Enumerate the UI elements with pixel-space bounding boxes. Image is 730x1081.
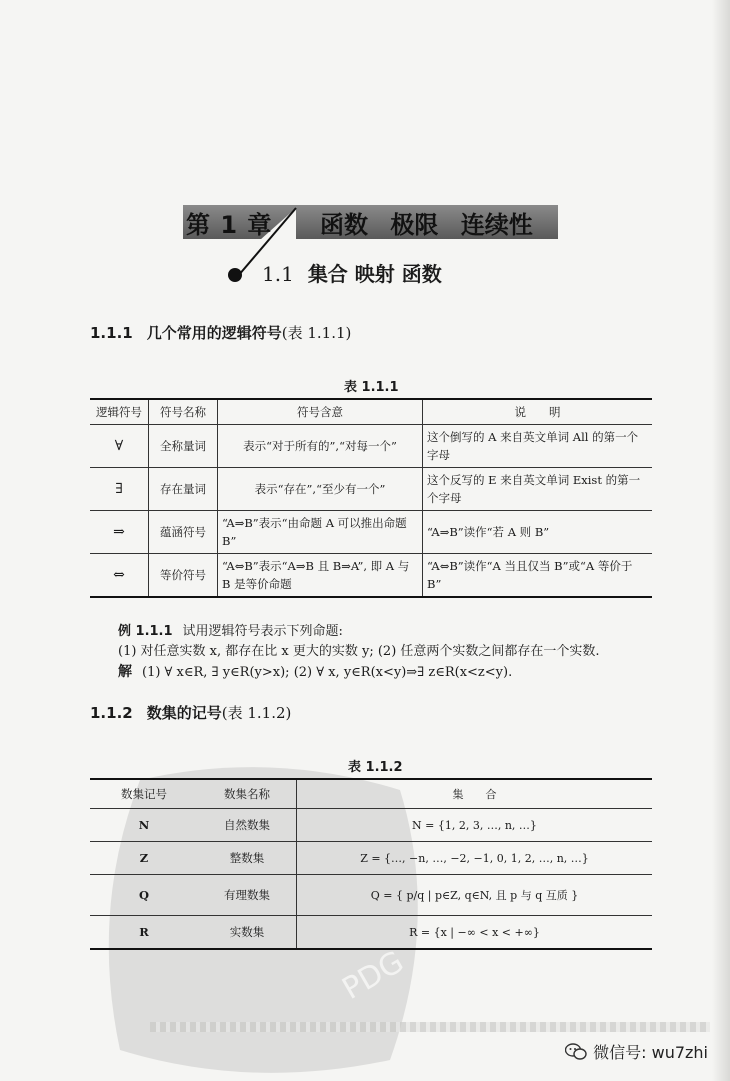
subsection-number: 1.1.1	[90, 324, 133, 342]
wechat-watermark	[565, 1040, 708, 1063]
example-label: 例 1.1.1	[118, 624, 173, 639]
answer-text: (1) ∀ x∈R, ∃ y∈R(y>x); (2) ∀ x, y∈R(x<y)⇒∃ z∈R(x<z<y).	[142, 665, 513, 680]
number-sets-table	[90, 778, 652, 950]
subsection-ref: (表 1.1.2)	[221, 704, 292, 722]
table-cell: N	[90, 809, 198, 842]
subsection-title: 数集的记号	[146, 704, 222, 722]
subsection-heading-1	[90, 322, 351, 343]
subsection-ref: (表 1.1.1)	[281, 324, 352, 342]
table-cell: 全称量词	[149, 425, 218, 468]
scan-footer-strip	[150, 1022, 710, 1032]
table-cell: 表示“存在”,“至少有一个”	[218, 468, 423, 511]
table-cell: “A⇒B”读作“若 A 则 B”	[423, 511, 653, 554]
table-cell: 蕴涵符号	[149, 511, 218, 554]
table-cell: “A⇒B”表示“由命题 A 可以推出命题 B”	[218, 511, 423, 554]
section-heading	[262, 258, 442, 287]
table-cell: R	[90, 916, 198, 950]
chapter-title: 函数 极限 连续性	[320, 211, 533, 239]
table-cell: Z = {…, −n, …, −2, −1, 0, 1, 2, …, n, …}	[297, 842, 653, 875]
table-cell: Z	[90, 842, 198, 875]
table-header: 数集名称	[198, 779, 297, 809]
table-header: 集 合	[297, 779, 653, 809]
section-number: 1.1	[262, 262, 294, 286]
wechat-icon	[565, 1043, 587, 1061]
section-title: 集合 映射 函数	[307, 262, 442, 286]
table-row	[90, 916, 652, 950]
example-statement: (1) 对任意实数 x, 都存在比 x 更大的实数 y; (2) 任意两个实数之间都存在一个实数.	[118, 644, 600, 659]
table-cell: ∃	[90, 468, 149, 511]
watermark-text: PDG	[336, 944, 410, 1007]
example-block	[118, 622, 600, 683]
table-cell: 这个反写的 E 来自英文单词 Exist 的第一个字母	[423, 468, 653, 511]
table-cell: 表示“对于所有的”,“对每一个”	[218, 425, 423, 468]
table-cell: “A⇔B”表示“A⇒B 且 B⇒A”, 即 A 与 B 是等价命题	[218, 554, 423, 598]
table-header: 符号含意	[218, 399, 423, 425]
table-cell: ⇔	[90, 554, 149, 598]
table-cell: 等价符号	[149, 554, 218, 598]
table-cell: ∀	[90, 425, 149, 468]
subsection-number: 1.1.2	[90, 704, 133, 722]
chapter-number: 第 1 章	[186, 211, 273, 239]
subsection-heading-2	[90, 702, 291, 723]
table-row	[90, 842, 652, 875]
section-bullet	[228, 268, 242, 282]
page-edge	[712, 0, 730, 1081]
wechat-label: 微信号: wu7zhi	[593, 1043, 708, 1062]
table-cell: 实数集	[198, 916, 297, 950]
table-header: 数集记号	[90, 779, 198, 809]
example-answer-line	[118, 662, 600, 683]
table-header-row	[90, 779, 652, 809]
answer-label: 解	[118, 664, 132, 680]
table-row	[90, 875, 652, 916]
table-cell: 存在量词	[149, 468, 218, 511]
subsection-title: 几个常用的逻辑符号	[146, 324, 282, 342]
logic-symbols-table	[90, 398, 652, 598]
table-row	[90, 468, 652, 511]
example-prompt-line	[118, 622, 600, 642]
table-cell: “A⇔B”读作“A 当且仅当 B”或“A 等价于 B”	[423, 554, 653, 598]
example-prompt: 试用逻辑符号表示下列命题:	[182, 624, 343, 639]
table-row	[90, 511, 652, 554]
table-row	[90, 554, 652, 598]
table-row	[90, 809, 652, 842]
table-header: 说 明	[423, 399, 653, 425]
table-cell: N = {1, 2, 3, …, n, …}	[297, 809, 653, 842]
table-header: 符号名称	[149, 399, 218, 425]
table-cell: Q = { p/q | p∈Z, q∈N, 且 p 与 q 互质 }	[297, 875, 653, 916]
table-row	[90, 425, 652, 468]
table2-caption: 表 1.1.2	[348, 760, 403, 775]
table-cell: 整数集	[198, 842, 297, 875]
table-cell: 有理数集	[198, 875, 297, 916]
table-cell: ⇒	[90, 511, 149, 554]
table-cell: 这个倒写的 A 来自英文单词 All 的第一个字母	[423, 425, 653, 468]
table-header: 逻辑符号	[90, 399, 149, 425]
table-cell: Q	[90, 875, 198, 916]
table1-caption: 表 1.1.1	[344, 380, 399, 395]
table-cell: R = {x | −∞ < x < +∞}	[297, 916, 653, 950]
table-cell: 自然数集	[198, 809, 297, 842]
table-header-row	[90, 399, 652, 425]
